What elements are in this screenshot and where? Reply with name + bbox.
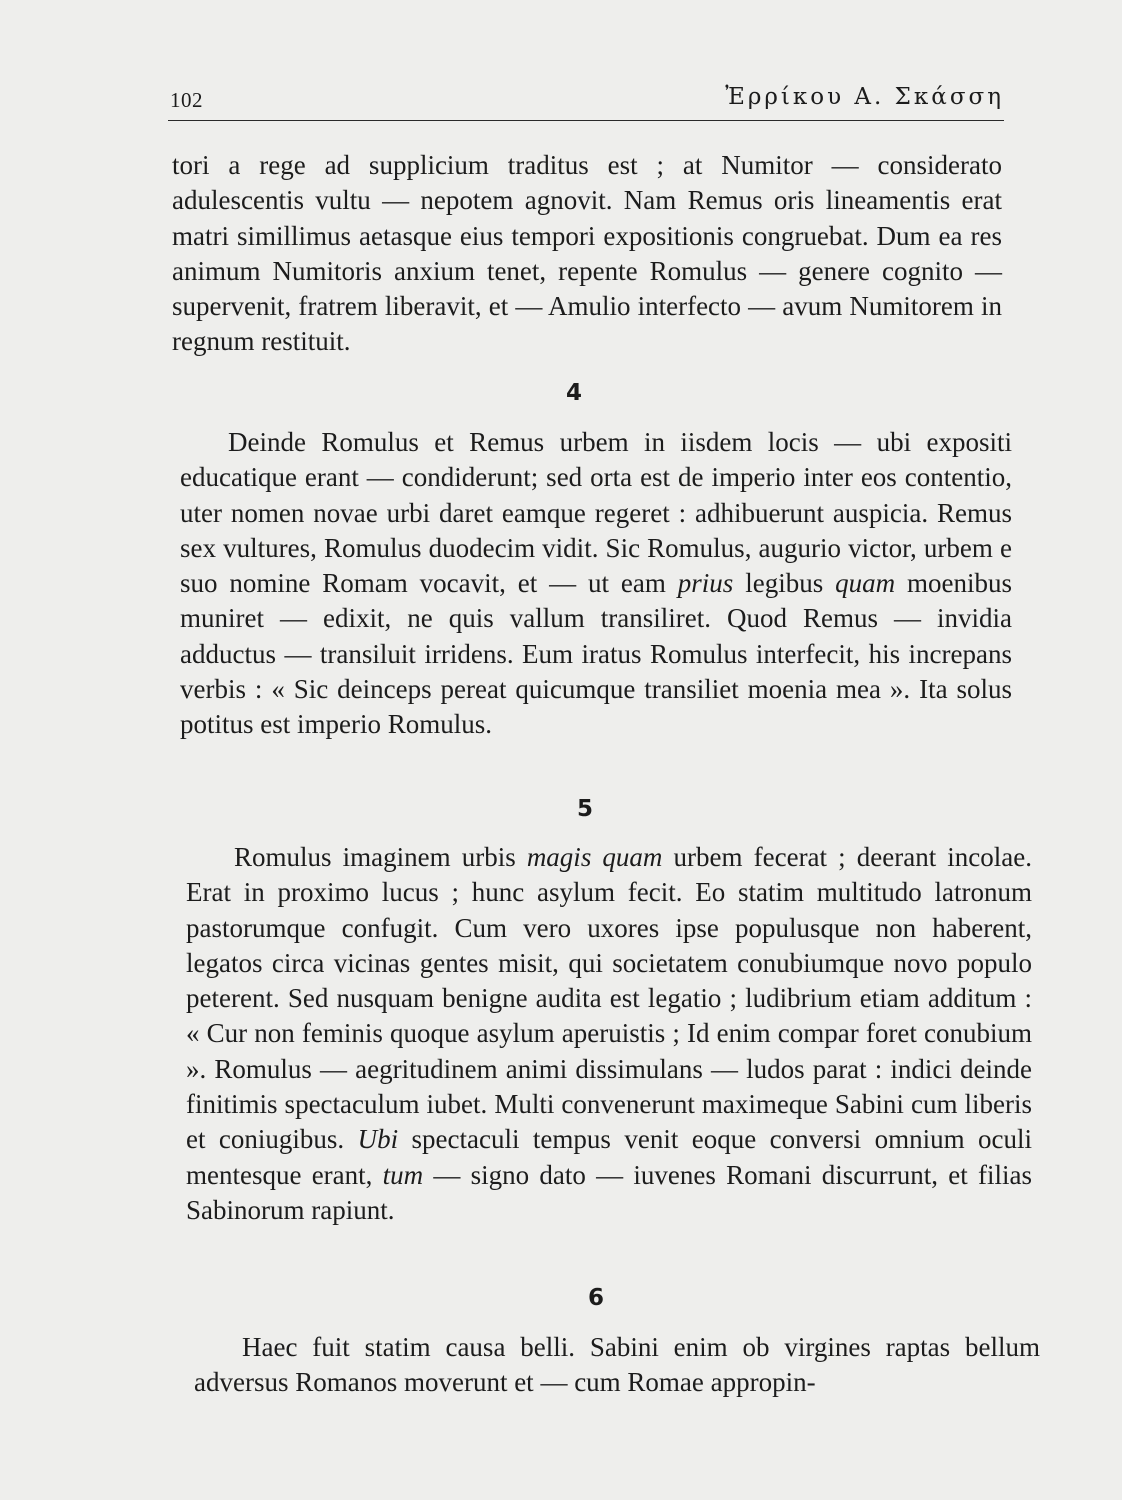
text-run: spectaculi tempus venit eoque conversi omnium oculi mentesque erant, bbox=[186, 1124, 1033, 1190]
section-number-4: 4 bbox=[566, 380, 583, 406]
running-head: Ἐρρίκου Α. Σκάσση bbox=[725, 84, 1004, 110]
text-run: urbem fecerat ; deerant incolae. Erat in proximo lucus ; hunc asylum fecit. Eo statim multitudo latronum pastorumque confugit. Cum vero uxores ipse populusque non haberent, legatos circa vicinas gentes misit, qui societatem conubiumque novo populo peterent. Sed nusquam benigne audita est legatio ; ludibrium etiam additum : « Cur non feminis quoque asylum aperuistis ; Id enim compar foret conubium ». Romulus — aegritudinem animi dissimulans — ludos parat : indici deinde finitimis spectaculum iubet. Multi convenerunt maximeque Sabini cum liberis et coniugibus. bbox=[186, 842, 1033, 1155]
section-6-paragraph bbox=[194, 1330, 1040, 1401]
page-header bbox=[168, 80, 1004, 121]
paragraph-continuation bbox=[172, 148, 1002, 360]
paragraph-text: tori a rege ad supplicium traditus est ; at Numitor — considerato adulescentis vultu — nepotem agnovit. Nam Remus oris lineamentis erat matri simillimus aetasque eius tempori expositionis congruebat. Dum ea res animum Numitoris anxium tenet, repente Romulus — genere cognito — supervenit, fratrem liberavit, et — Amulio interfecto — avum Numitorem in regnum restituit. bbox=[172, 150, 1002, 357]
text-run: — signo dato — iuvenes Romani discurrunt, et filias Sabinorum rapiunt. bbox=[186, 1159, 1032, 1225]
text-run: moenibus muniret — edixit, ne quis vallum transiliret. Quod Remus — invidia adductus — transiluit irridens. Eum iratus Romulus interfecit, his increpans verbis : « Sic deinceps pereat quicumque transiliet moenia mea ». Ita solus potitus est imperio Romulus. bbox=[180, 568, 1012, 740]
text-run: Romulus imaginem urbis bbox=[234, 842, 527, 872]
paragraph-text: Haec fuit statim causa belli. Sabini enim ob virgines raptas bellum adversus Romanos moverunt et — cum Romae appropin- bbox=[194, 1332, 1040, 1398]
text-run: Deinde Romulus et Remus urbem in iisdem locis — ubi expositi educatique erant — condiderunt; sed orta est de imperio inter eos contentio, uter nomen novae urbi daret eamque regeret : adhibuerunt auspicia. Remus sex vultures, Romulus duodecim vidit. Sic Romulus, augurio victor, urbem e suo nomine Romam vocavit, et — ut eam bbox=[180, 427, 1012, 599]
section-4-paragraph bbox=[180, 425, 1012, 743]
section-5-paragraph bbox=[186, 840, 1032, 1228]
italic-text: tum bbox=[382, 1159, 424, 1190]
paragraph-text bbox=[186, 840, 1032, 1228]
text-run: legibus bbox=[733, 568, 836, 599]
section-number-6: 6 bbox=[588, 1285, 605, 1311]
page-number: 102 bbox=[170, 88, 203, 112]
italic-text: quam bbox=[835, 568, 896, 599]
italic-text: Ubi bbox=[357, 1124, 399, 1155]
italic-text: magis quam bbox=[526, 842, 663, 872]
paragraph-text bbox=[180, 425, 1012, 743]
section-number-5: 5 bbox=[577, 796, 594, 822]
italic-text: prius bbox=[677, 568, 734, 599]
